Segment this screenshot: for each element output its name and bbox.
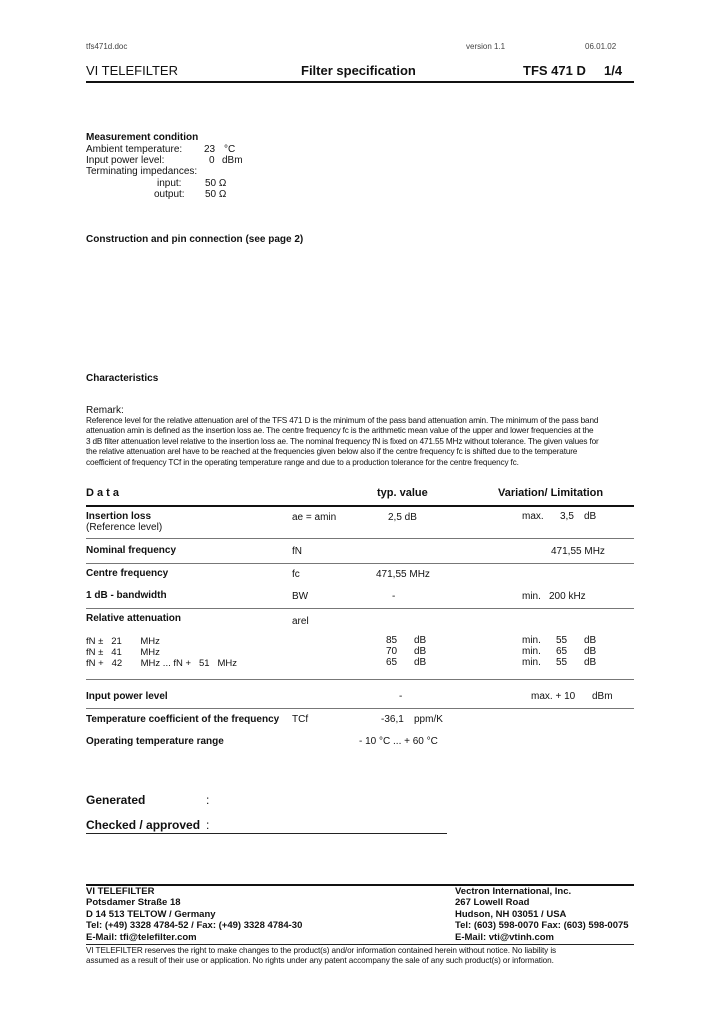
input-impedance-label: input: — [157, 178, 182, 189]
input-impedance-value: 50 Ω — [205, 178, 227, 189]
insertion-label: Insertion loss — [86, 511, 152, 522]
input-power-label: Input power level — [86, 691, 168, 702]
relative-row-var-val: 55 — [556, 657, 568, 668]
footer-rule-bottom — [86, 944, 634, 945]
centre-typ: 471,55 MHz — [376, 569, 430, 580]
signature-line — [86, 833, 447, 834]
power-unit: dBm — [222, 155, 243, 166]
generated-label: Generated — [86, 793, 146, 807]
nominal-symbol: fN — [292, 546, 302, 557]
ambient-value: 23 — [204, 144, 216, 155]
tempco-unit: ppm/K — [414, 714, 443, 725]
footer-right-line: Vectron International, Inc. — [455, 886, 572, 897]
col-header-data: D a t a — [86, 487, 120, 499]
relative-row-var-unit: dB — [584, 646, 597, 657]
row-divider — [86, 708, 634, 709]
insertion-sublabel: (Reference level) — [86, 522, 163, 533]
footer-right-line: Hudson, NH 03051 / USA — [455, 908, 567, 920]
remark-line-5: coefficient of frequency TCf in the operating temperature range and due to a production tolerance for the centre frequency fc. — [86, 457, 519, 467]
power-label: Input power level: — [86, 155, 165, 166]
centre-label: Centre frequency — [86, 568, 169, 579]
relative-row-var-val: 65 — [556, 646, 568, 657]
output-impedance-label: output: — [154, 189, 185, 200]
footer-right-line: E-Mail: vti@vtinh.com — [455, 931, 554, 943]
measurement-heading: Measurement condition — [86, 132, 199, 143]
relative-symbol: arel — [292, 616, 309, 627]
insertion-var-pre: max. — [522, 511, 544, 522]
footer-right-line: Tel: (603) 598-0070 Fax: (603) 598-0075 — [455, 920, 629, 932]
doc-filename: tfs471d.doc — [86, 42, 128, 51]
relative-row-unit: dB — [414, 635, 427, 646]
footer-left-line: D 14 513 TELTOW / Germany — [86, 908, 216, 920]
footer-left-line: E-Mail: tfi@telefilter.com — [86, 931, 197, 943]
doc-version: version 1.1 — [466, 42, 506, 51]
footer-left-address — [86, 886, 302, 943]
construction-heading: Construction and pin connection (see page 2) — [86, 234, 304, 245]
insertion-typ: 2,5 dB — [388, 512, 417, 523]
header-part-number: TFS 471 D — [523, 63, 586, 78]
disclaimer-line: VI TELEFILTER reserves the right to make changes to the product(s) and/or information contained herein without notice. No liability is — [86, 946, 557, 955]
tempco-typ: -36,1 — [381, 714, 404, 725]
footer-left-line: VI TELEFILTER — [86, 886, 155, 897]
header-title: Filter specification — [301, 63, 416, 78]
relative-row-var-pre: min. — [522, 657, 541, 668]
header-company: VI TELEFILTER — [86, 63, 178, 78]
relative-row-var-val: 55 — [556, 635, 568, 646]
relative-label: Relative attenuation — [86, 613, 182, 624]
input-power-var-pre: max. + 10 — [531, 691, 576, 702]
row-divider — [86, 538, 634, 539]
remark-text — [86, 416, 599, 468]
insertion-var-val: 3,5 — [560, 511, 574, 522]
footer-right-address — [455, 886, 629, 943]
remark-line-2: attenuation amin is defined as the insertion loss ae. The centre frequency fc is the arithmetic mean value of the upper and lower frequencies at the — [86, 426, 594, 436]
checked-colon: : — [206, 818, 210, 832]
tempco-label: Temperature coefficient of the frequency — [86, 714, 280, 725]
relative-row-freq: fN + 42 MHz ... fN + 51 MHz — [86, 658, 237, 669]
header-page: 1/4 — [604, 63, 623, 78]
footer-disclaimer — [86, 946, 556, 967]
bandwidth-typ: - — [392, 591, 396, 602]
input-power-typ: - — [399, 691, 403, 702]
nominal-label: Nominal frequency — [86, 545, 177, 556]
bandwidth-var-val: 200 kHz — [549, 591, 586, 602]
row-divider — [86, 608, 634, 609]
footer-right-line: 267 Lowell Road — [455, 897, 530, 909]
col-header-variation: Variation/ Limitation — [498, 487, 604, 499]
row-divider — [86, 563, 634, 564]
insertion-symbol: ae = amin — [292, 512, 337, 523]
optemp-label: Operating temperature range — [86, 736, 224, 747]
optemp-typ: - 10 °C ... + 60 °C — [359, 736, 438, 747]
bandwidth-label: 1 dB - bandwidth — [86, 590, 167, 601]
generated-colon: : — [206, 793, 210, 807]
bandwidth-symbol: BW — [292, 591, 309, 602]
footer-left-line: Potsdamer Straße 18 — [86, 897, 181, 909]
header-rule — [86, 81, 634, 83]
relative-row-freq: fN ± 21 MHz — [86, 636, 160, 647]
relative-row-typ: 65 — [386, 657, 398, 668]
relative-row-var-pre: min. — [522, 646, 541, 657]
tempco-symbol: TCf — [292, 714, 309, 725]
ambient-label: Ambient temperature: — [86, 144, 183, 155]
col-header-typ: typ. value — [377, 487, 428, 499]
input-power-var-unit: dBm — [592, 691, 613, 702]
remark-line-4: the relative attenuation arel have to be reached at the frequencies given below also if the centre frequency fc is shifted due to the temperature — [86, 447, 578, 457]
remark-line-1: Reference level for the relative attenuation arel of the TFS 471 D is the minimum of the pass band attenuation amin. The minimum of the pass band — [86, 416, 599, 425]
relative-row-var-unit: dB — [584, 657, 597, 668]
relative-row-unit: dB — [414, 657, 427, 668]
relative-row-typ: 70 — [386, 646, 398, 657]
checked-label: Checked / approved — [86, 818, 201, 832]
relative-row-typ: 85 — [386, 635, 398, 646]
bandwidth-var-pre: min. — [522, 591, 541, 602]
characteristics-heading: Characteristics — [86, 373, 159, 384]
impedance-label: Terminating impedances: — [86, 166, 198, 177]
output-impedance-value: 50 Ω — [205, 189, 227, 200]
disclaimer-line: assumed as a result of their use or application. No rights under any patent accompany the sale of any such product(s) or information. — [86, 956, 554, 966]
relative-row-unit: dB — [414, 646, 427, 657]
power-value: 0 — [209, 155, 215, 166]
remark-line-3: 3 dB filter attenuation level relative to the insertion loss ae. The nominal frequency fN is fixed on 471.55 MHz without tolerance. The given values for — [86, 436, 599, 446]
remark-heading: Remark: — [86, 405, 124, 416]
ambient-unit: °C — [224, 144, 236, 155]
footer-left-line: Tel: (+49) 3328 4784-52 / Fax: (+49) 3328 4784-30 — [86, 920, 303, 932]
relative-row-var-unit: dB — [584, 635, 597, 646]
insertion-var-unit: dB — [584, 511, 597, 522]
doc-date: 06.01.02 — [585, 42, 617, 51]
relative-row-freq: fN ± 41 MHz — [86, 647, 160, 658]
nominal-var: 471,55 MHz — [551, 546, 605, 557]
table-header-rule — [86, 505, 634, 507]
centre-symbol: fc — [292, 569, 300, 580]
row-divider — [86, 679, 634, 680]
relative-row-var-pre: min. — [522, 635, 541, 646]
